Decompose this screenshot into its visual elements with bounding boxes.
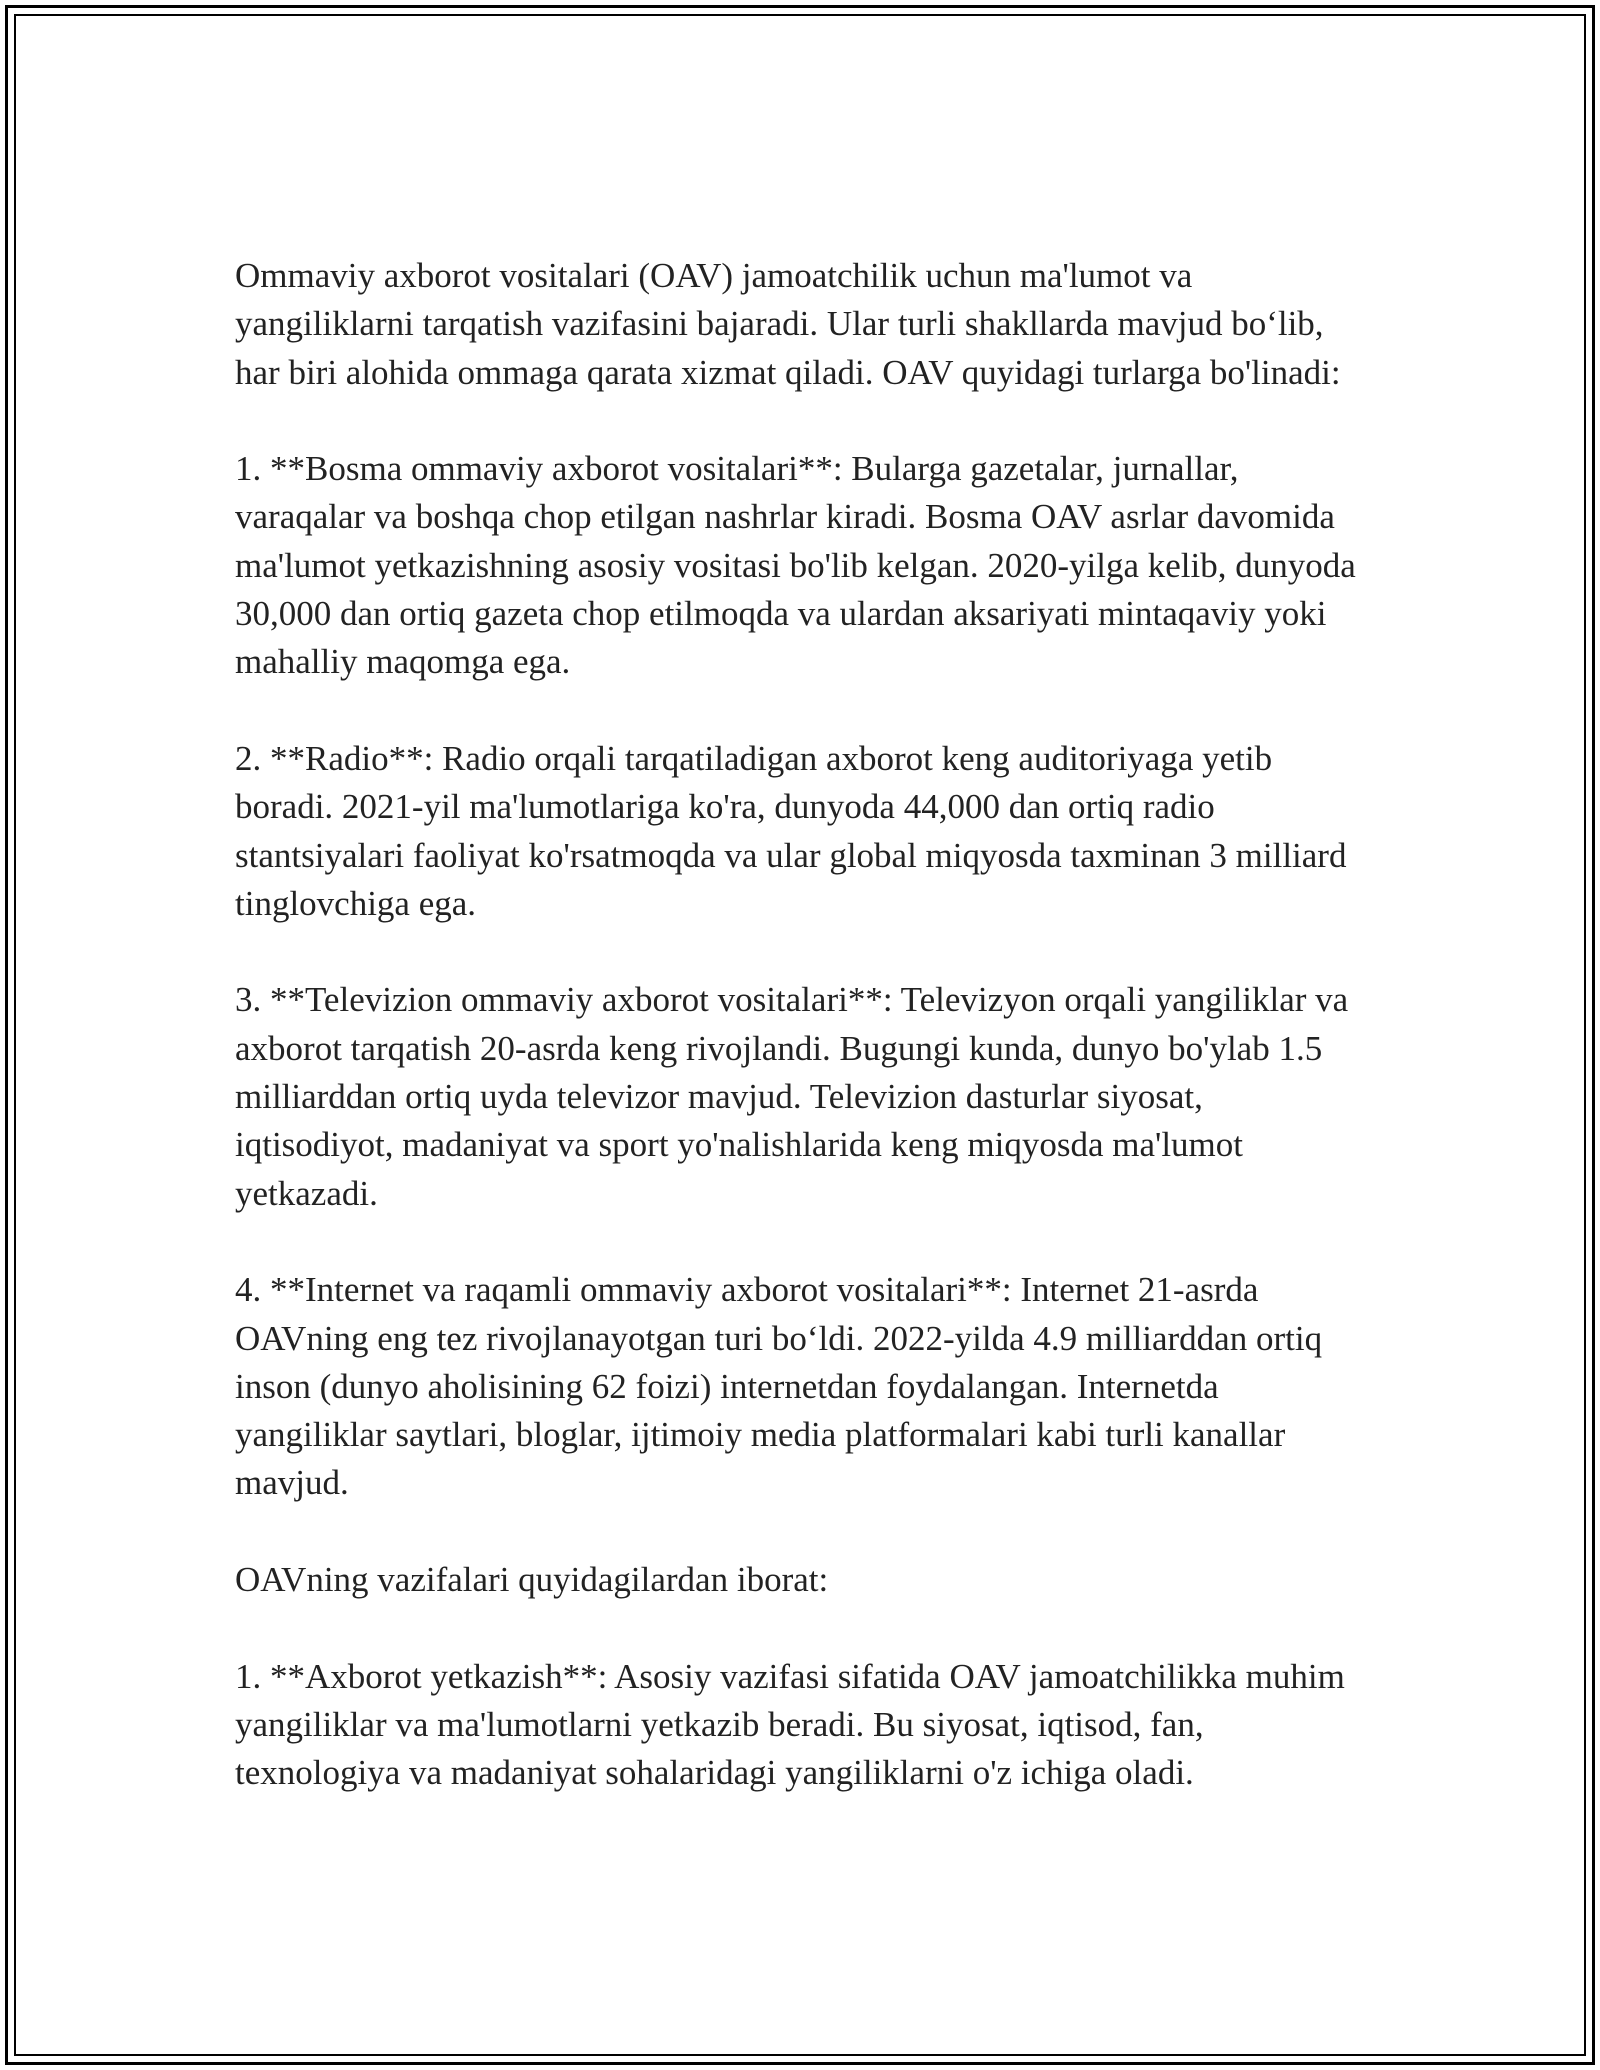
- list-item-radio: 2. **Radio**: Radio orqali tarqatiladigan axborot keng auditoriyaga yetib boradi. 2021-yil ma'lumotlariga ko'ra, dunyoda 44,000 dan ortiq radio stantsiyalari faoliyat ko'rsatmoqda va ular global miqyosda taxminan 3 milliard tinglovchiga ega.: [235, 738, 1347, 923]
- intro-paragraph: Ommaviy axborot vositalari (OAV) jamoatchilik uchun ma'lumot va yangiliklarni tarqatish vazifasini bajaradi. Ular turli shakllarda mavjud bo‘lib, har biri alohida ommaga qarata xizmat qiladi. OAV quyidagi turlarga bo'linadi:: [235, 256, 1341, 392]
- list-item-print-media: 1. **Bosma ommaviy axborot vositalari**: Bularga gazetalar, jurnallar, varaqalar va boshqa chop etilgan nashrlar kiradi. Bosma OAV asrlar davomida ma'lumot yetkazishning asosiy vositasi bo'lib kelgan. 2020-yilga kelib, dunyoda 30,000 dan ortiq gazeta chop etilmoqda va ulardan aksariyati mintaqaviy yoki mahalliy maqomga ega.: [235, 449, 1356, 682]
- list-item-internet: 4. **Internet va raqamli ommaviy axborot vositalari**: Internet 21-asrda OAVning eng tez rivojlanayotgan turi bo‘ldi. 2022-yilda 4.9 milliarddan ortiq inson (dunyo aholisining 62 foizi) internetdan foydalangan. Internetda yangiliklar saytlari, bloglar, ijtimoiy media platformalari kabi turli kanallar mavjud.: [235, 1270, 1323, 1503]
- functions-heading-paragraph: OAVning vazifalari quyidagilardan iborat:: [235, 1560, 829, 1600]
- document-body: [235, 252, 1370, 1798]
- list-item-television: 3. **Televizion ommaviy axborot vositalari**: Televizyon orqali yangiliklar va axborot tarqatish 20-asrda keng rivojlandi. Bugungi kunda, dunyo bo'ylab 1.5 milliarddan ortiq uyda televizor mavjud. Televizion dasturlar siyosat, iqtisodiyot, madaniyat va sport yo'nalishlarida keng miqyosda ma'lumot yetkazadi.: [235, 980, 1349, 1213]
- list-item-information-delivery: 1. **Axborot yetkazish**: Asosiy vazifasi sifatida OAV jamoatchilikka muhim yangiliklar va ma'lumotlarni yetkazib beradi. Bu siyosat, iqtisod, fan, texnologiya va madaniyat sohalaridagi yangiliklarni o'z ichiga oladi.: [235, 1656, 1345, 1793]
